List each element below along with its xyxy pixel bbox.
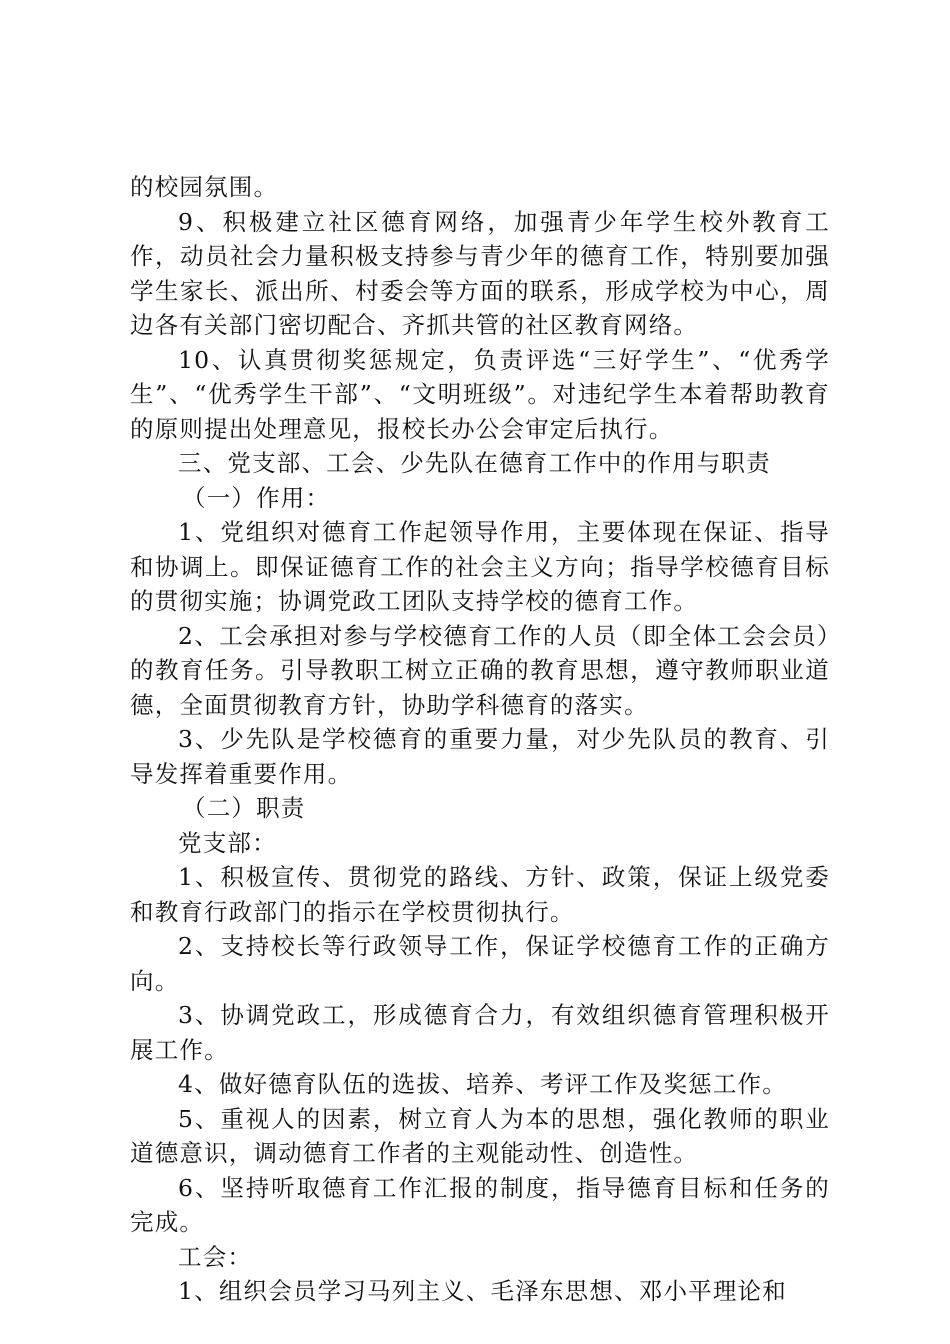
paragraph: 4、做好德育队伍的选拔、培养、考评工作及奖惩工作。 xyxy=(178,1070,787,1098)
paragraph: 1、党组织对德育工作起领导作用，主要体现在保证、指导和协调上。即保证德育工作的社会主义方向；指导学校德育目标的贯彻实施；协调党政工团队支持学校的德育工作。 xyxy=(130,518,830,615)
paragraph: 5、重视人的因素，树立育人为本的思想，强化教师的职业道德意识，调动德育工作者的主观能动性、创造性。 xyxy=(130,1104,830,1167)
paragraph: 10、认真贯彻奖惩规定，负责评选“三好学生”、“优秀学生”、“优秀学生干部”、“文明班级”。对违纪学生本着帮助教育的原则提出处理意见，报校长办公会审定后执行。 xyxy=(130,345,830,443)
paragraph: 2、支持校长等行政领导工作，保证学校德育工作的正确方向。 xyxy=(130,932,830,995)
paragraph: 6、坚持听取德育工作汇报的制度，指导德育目标和任务的完成。 xyxy=(130,1173,830,1236)
section-heading: 三、党支部、工会、少先队在德育工作中的作用与职责 xyxy=(178,449,771,477)
document-body xyxy=(130,170,830,1309)
paragraph: 9、积极建立社区德育网络，加强青少年学生校外教育工作，动员社会力量积极支持参与青少年的德育工作，特别要加强学生家长、派出所、村委会等方面的联系，形成学校为中心，周边各有关部门密切配合、齐抓共管的社区教育网络。 xyxy=(130,207,830,339)
paragraph: 的校园氛围。 xyxy=(130,173,279,201)
subsection-heading: （一）作用： xyxy=(182,483,331,512)
subsection-heading: （二）职责 xyxy=(182,794,306,822)
paragraph: 3、协调党政工，形成德育合力，有效组织德育管理积极开展工作。 xyxy=(130,1001,830,1064)
paragraph: 1、组织会员学习马列主义、毛泽东思想、邓小平理论和 xyxy=(178,1277,787,1305)
group-heading: 党支部： xyxy=(178,828,277,857)
paragraph: 2、工会承担对参与学校德育工作的人员（即全体工会会员）的教育任务。引导教职工树立正确的教育思想，遵守教师职业道德，全面贯彻教育方针，协助学科德育的落实。 xyxy=(130,621,830,719)
paragraph: 3、少先队是学校德育的重要力量，对少先队员的教育、引导发挥着重要作用。 xyxy=(130,725,830,788)
paragraph: 1、积极宣传、贯彻党的路线、方针、政策，保证上级党委和教育行政部门的指示在学校贯彻执行。 xyxy=(130,863,830,926)
group-heading: 工会： xyxy=(178,1242,253,1271)
